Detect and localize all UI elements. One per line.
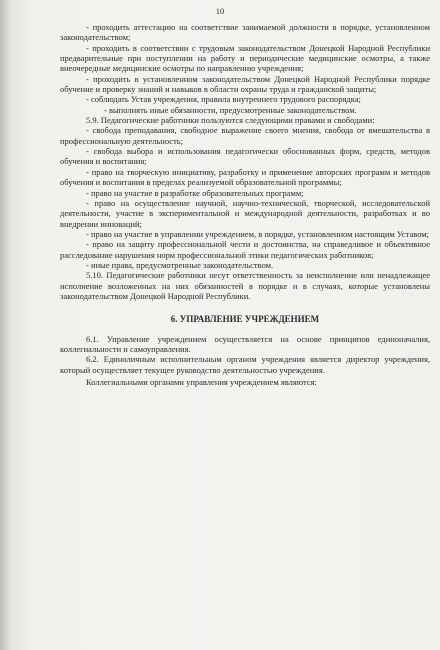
page-number: 10 [215,6,225,16]
document-body [60,22,430,387]
paragraph: - свобода преподавания, свободное выражение своего мнения, свобода от вмешательства в профессиональную деятельность; [60,125,430,146]
paragraph: - право на защиту профессиональной чести и достоинства, на справедливое и объективное расследование нарушения норм профессиональной этики педагогических работников; [60,239,430,260]
scan-edge-shadow [0,0,10,650]
section-title: 6. УПРАВЛЕНИЕ УЧРЕЖДЕНИЕМ [170,314,320,325]
paragraph: - проходить аттестацию на соответствие занимаемой должности в порядке, установленном законодательством; [60,22,430,43]
paragraph: - право на участие в управлении учреждением, в порядке, установленном настоящим Уставом; [86,228,430,239]
paragraph: 5.10. Педагогические работники несут ответственность за неисполнение или ненадлежащее исполнение возложенных на них обязанностей в порядке и в случаях, которые установлены законодательством Донецкой Народной Республики. [60,270,430,301]
paragraph: - иные права, предусмотренные законодательством. [86,259,274,270]
paragraph: - право на творческую инициативу, разработку и применение авторских программ и методов обучения и воспитания в пределах реализуемой образовательной программы; [60,166,430,188]
paragraph: Коллегиальными органами управления учреждением являются: [86,377,317,387]
paragraph: - соблюдать Устав учреждения, правила внутреннего трудового распорядка; [86,94,361,105]
paragraph: 6.1. Управление учреждением осуществляется на основе принципов единоначалия, коллегиальности и самоуправления. [60,333,430,354]
paragraph: - свобода выбора и использования педагогически обоснованных форм, средств, методов обучения и воспитания; [60,146,430,167]
paragraph: 6.2. Единоличным исполнительным органом учреждения является директор учреждения, который осуществляет текущее руководство деятельностью учреждения. [60,354,430,375]
paragraph: 5.9. Педагогические работники пользуются следующими правами и свободами: [86,115,375,126]
paragraph: - проходить в соответствии с трудовым законодательством Донецкой Народной Республики предварительные при поступлении на работу и периодические медицинские осмотры, а также внеочередные медицинские осмотры по направлению учреждения; [60,42,430,74]
paragraph: - выполнять иные обязанности, предусмотренные законодательством. [104,104,357,115]
paragraph: - проходить в установленном законодательством Донецкой Народной Республики порядке обучение и проверку знаний и навыков в области охраны труда и гражданской защиты; [60,73,430,95]
paragraph: - право на участие в разработке образовательных программ; [86,187,304,198]
paragraph: - право на осуществление научной, научно-технической, творческой, исследовательской деятельности, участие в экспериментальной и международной деятельности, разработках и во внедрении инноваций; [60,197,430,229]
